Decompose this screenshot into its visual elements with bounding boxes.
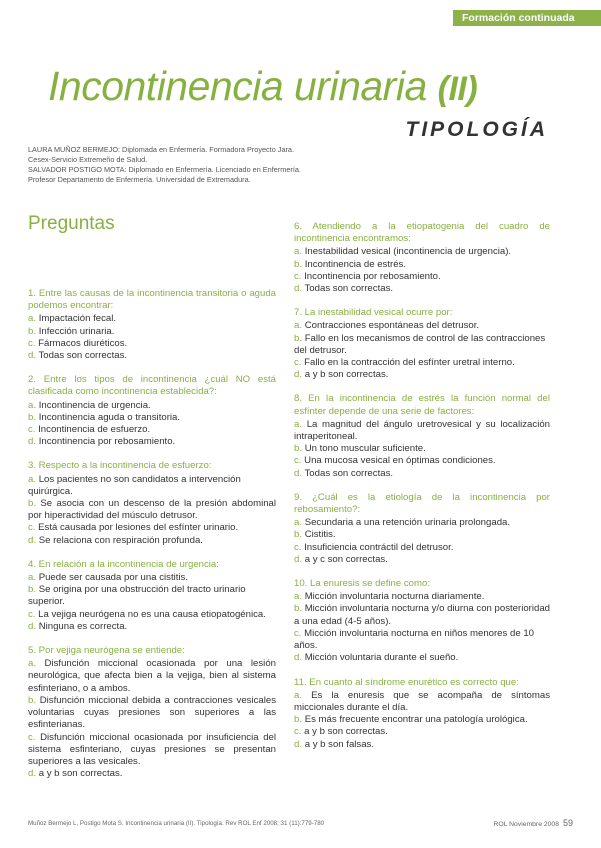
question-2: [28, 374, 276, 448]
option: a. Inestabilidad vesical (incontinencia de urgencia).: [294, 246, 512, 258]
option: b. Se origina por una obstrucción del tracto urinario superior.: [28, 584, 246, 608]
page-footer: [494, 818, 574, 828]
question-7: [294, 307, 550, 381]
question-text: 4. En relación a la incontinencia de urgencia:: [28, 558, 219, 570]
question-1: [28, 288, 276, 362]
option: a. Incontinencia de urgencia.: [28, 399, 151, 411]
option: b. Se asocia con un descenso de la presión abdominal por hiperactividad del músculo detrusor.: [28, 498, 276, 522]
question-text: 8. En la incontinencia de estrés la función normal del esfínter depende de una serie de factores:: [294, 393, 550, 417]
question-10: [294, 578, 550, 664]
question-text: 6. Atendiendo a la etiopatogenia del cuadro de incontinencia encontramos:: [294, 221, 550, 245]
option: d. Incontinencia por rebosamiento.: [28, 436, 176, 448]
question-8: [294, 393, 550, 479]
option: c. Incontinencia por rebosamiento.: [294, 270, 441, 282]
option: b. Un tono muscular suficiente.: [294, 443, 426, 455]
option: c. Está causada por lesiones del esfínter urinario.: [28, 522, 239, 534]
option: c. La vejiga neurógena no es una causa etiopatogénica.: [28, 608, 266, 620]
right-column: [294, 221, 550, 763]
option: b. Disfunción miccional debida a contracciones vesicales voluntarias cuyas presiones son superiores a las esfinterianas.: [28, 694, 276, 731]
option: d. a y c son correctas.: [294, 553, 388, 565]
option: a. Impactación fecal.: [28, 313, 117, 325]
question-text: 7. La inestabilidad vesical ocurre por:: [294, 307, 453, 319]
option: c. Fármacos diuréticos.: [28, 337, 128, 349]
option: b. Incontinencia aguda o transitoria.: [28, 411, 181, 423]
question-text: 9. ¿Cuál es la etiología de la incontinencia por rebosamiento?:: [294, 491, 550, 516]
option: d. Micción voluntaria durante el sueño.: [294, 652, 459, 664]
page-subtitle: TIPOLOGÍA: [405, 118, 548, 141]
option: d. Todas son correctas.: [28, 350, 128, 362]
question-text: 10. La enuresis se define como:: [294, 578, 430, 590]
author-line: Cesex-Servicio Extremeño de Salud.: [28, 155, 148, 164]
question-9: [294, 492, 550, 566]
author-line: LAURA MUÑOZ BERMEJO: Diplomada en Enfermería. Formadora Proyecto Jara.: [28, 145, 295, 154]
option: c. Fallo en la contracción del esfínter uretral interno.: [294, 357, 515, 369]
option: a. Disfunción miccional ocasionada por una lesión neurológica, que afecta bien a la vejiga, bien al sistema esfinteriano, o a ambos.: [28, 658, 276, 694]
question-6: [294, 221, 550, 295]
question-text: 11. En cuanto al síndrome enurético es correcto que:: [294, 676, 519, 688]
option: a. Puede ser causada por una cistitis.: [28, 572, 189, 584]
page-title: [48, 63, 478, 109]
option: a. Los pacientes no son candidatos a intervención quirúrgica.: [28, 473, 241, 497]
option: b. Incontinencia de estrés.: [294, 258, 407, 270]
questions-heading: Preguntas: [28, 213, 115, 234]
option: a. Micción involuntaria nocturna diariamente.: [294, 591, 485, 603]
journal-issue: ROL Noviembre 2008: [493, 821, 559, 828]
title-numeral: (II): [437, 70, 478, 108]
option: b. Fallo en los mecanismos de control de las contracciones del detrusor.: [294, 332, 546, 356]
option: c. Disfunción miccional ocasionada por insuficiencia del sistema esfinteriano, cuyas presiones se presentan superiores a las vesicales.: [28, 731, 276, 767]
option: b. Es más frecuente encontrar una patología urológica.: [294, 714, 528, 726]
option: d. Todas son correctas.: [294, 467, 394, 479]
question-text: 2. Entre los tipos de incontinencia ¿cuál NO está clasificada como incontinencia establecida?:: [28, 374, 276, 398]
option: b. Cistitis.: [294, 529, 336, 541]
question-text: 5. Por vejiga neurógena se entiende:: [28, 645, 185, 657]
question-4: [28, 559, 276, 633]
author-line: Profesor Departamento de Enfermería. Universidad de Extremadura.: [28, 175, 251, 184]
question-5: [28, 645, 276, 780]
option: b. Infección urinaria.: [28, 325, 115, 337]
page-number: 59: [562, 818, 573, 828]
option: d. Ninguna es correcta.: [28, 620, 128, 632]
question-text: 3. Respecto a la incontinencia de esfuerzo:: [28, 460, 212, 472]
citation-footer: Muñoz Bermejo L, Postigo Mota S. Incontinencia urinaria (II). Tipología. Rev ROL Enf 2008; 31 (11):779-780: [28, 820, 325, 827]
option: d. Todas son correctas.: [294, 283, 394, 295]
option: d. a y b son falsas.: [294, 738, 375, 750]
option: c. Insuficiencia contráctil del detrusor.: [294, 541, 454, 553]
option: c. a y b son correctas.: [294, 726, 388, 738]
question-11: [294, 677, 550, 751]
author-line: SALVADOR POSTIGO MOTA: Diplomado en Enfermería. Licenciado en Enfermería.: [28, 165, 301, 174]
option: c. Una mucosa vesical en óptimas condiciones.: [294, 455, 496, 467]
option: a. Contracciones espontáneas del detrusor.: [294, 320, 480, 332]
option: d. a y b son correctas.: [294, 369, 389, 381]
option: c. Incontinencia de esfuerzo.: [28, 424, 151, 436]
title-main: Incontinencia urinaria: [48, 63, 427, 109]
option: c. Micción involuntaria nocturna en niños menores de 10 años.: [294, 627, 534, 652]
authors-block: [28, 145, 348, 185]
option: a. Secundaria a una retención urinaria prolongada.: [294, 517, 511, 529]
option: a. Es la enuresis que se acompaña de síntomas miccionales durante el día.: [294, 689, 551, 713]
option: b. Micción involuntaria nocturna y/o diurna con posterioridad a una edad (4-5 años).: [294, 603, 550, 627]
left-column: [28, 214, 276, 792]
option: d. Se relaciona con respiración profunda.: [28, 534, 203, 546]
question-3: [28, 460, 276, 546]
question-text: 1. Entre las causas de la incontinencia transitoria o aguda podemos encontrar:: [28, 288, 276, 312]
option: a. La magnitud del ángulo uretrovesical y su localización intraperitoneal.: [294, 418, 550, 443]
option: d. a y b son correctas.: [28, 768, 123, 780]
section-label: Formación continuada: [453, 10, 601, 26]
